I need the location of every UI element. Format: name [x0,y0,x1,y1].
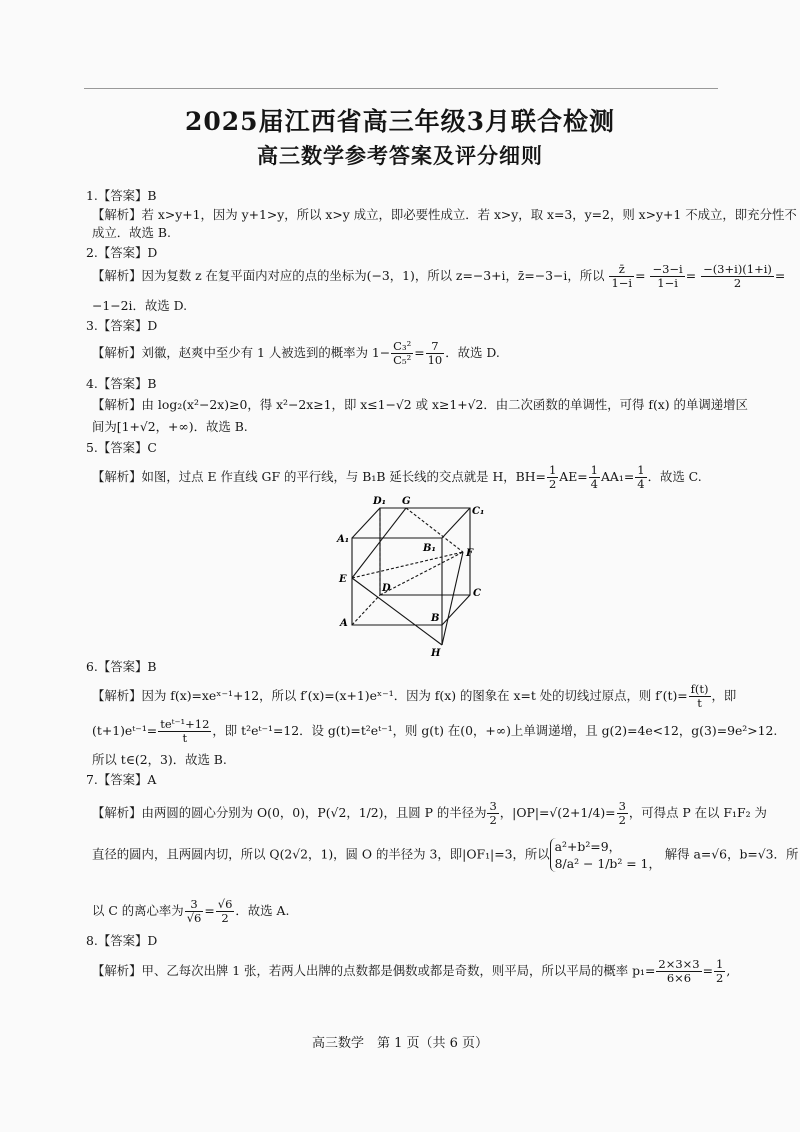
edge-b1-c1 [442,508,470,538]
line-h-f [442,552,463,645]
label-b1: B₁ [423,543,436,554]
q6-analysis-line3: 所以 t∈(2，3)．故选 B. [92,752,227,767]
q7-analysis-line3 [92,898,289,925]
q6-text-1a: 【解析】因为 f(x)=xeˣ⁻¹+12，所以 f′(x)=(x+1)eˣ⁻¹．因为 f(x) 的图象在 x=t 处的切线过原点，则 f′(t)= [92,688,688,703]
page-subtitle: 高三数学参考答案及评分细则 [257,143,543,168]
q7-text-2b: 解得 a=√6，b=√3．所 [664,846,799,862]
q7-fraction-2: $\frac{3}{2}$ [618,799,626,827]
q8-fraction-1: $\frac{2\times 3\times 3}{6\times 6}$ [658,957,700,985]
q7-text-3a: 以 C 的离心率为 [92,903,184,918]
q5-fraction-3: $\frac{1}{4}$ [637,463,645,491]
q7-text-2a: 直径的圆内，且两圆内切，所以 Q(2√2，1)，圆 O 的半径为 3，即|OF₁|=3，所以 [92,846,550,862]
q6-analysis-line2 [92,718,777,745]
line-e-h [352,578,442,645]
q5-text-mid1: AE= [559,469,588,484]
q8-analysis: 【解析】甲、乙每次出牌 1 张，若两人出牌的点数都是偶数或都是奇数，则平局，所以平局的概率 p₁= $\frac{2\times 3\times 3}{6\times 6}$ = $\frac{1}{2}$ , [92,957,731,985]
top-rule [84,88,718,89]
q4-analysis-line2: 间为[1+√2，+∞)．故选 B. [92,419,248,434]
q7-equation-2: 8/a² − 1/b² = 1， [554,856,661,871]
cube-figure [330,490,490,660]
q2-analysis-line2: −1−2i．故选 D. [92,298,188,313]
q7-analysis-line1 [92,800,767,827]
q4-answer: 4.【答案】B [86,376,157,391]
q7-fraction-3: $\frac{3}{√6}$ [186,897,202,925]
q7-text-1c: ，可得点 P 在以 F₁F₂ 为 [628,805,767,820]
q3-fraction-2: $\frac{7}{10}$ [427,339,443,367]
page-title: 2025届江西省高三年级3月联合检测 [185,107,615,136]
q3-fraction-1: $\frac{\text{C₃²}}{\text{C₅²}}$ [393,339,412,367]
q7-fraction-1: $\frac{3}{2}$ [489,799,497,827]
q3-analysis: 【解析】刘徽，赵爽中至少有 1 人被选到的概率为 1− $\frac{\text{C₃²}}{\text{C₅²}}$ = $\frac{7}{10}$ ．故选 D. [92,339,500,367]
line-d-f [380,552,463,595]
q7-fraction-4: $\frac{√6}{2}$ [217,897,233,925]
q5-analysis [92,464,702,491]
label-c1: C₁ [472,506,485,517]
q6-fraction-1: $\frac{f(t)}{t}$ [690,682,709,710]
q5-fraction-1: $\frac{1}{2}$ [548,463,557,491]
q4-analysis-line1: 【解析】由 log₂(x²−2x)≥0，得 x²−2x≥1，即 x≤1−√2 或 x≥1+√2．由二次函数的单调性，可得 f(x) 的单调递增区 [92,397,748,412]
label-f: F [466,548,474,559]
q5-text-a: 【解析】如图，过点 E 作直线 GF 的平行线，与 B₁B 延长线的交点就是 H，BH= [92,469,546,484]
q5-text-b: ．故选 C. [647,469,702,484]
q8-text-a: 【解析】甲、乙每次出牌 1 张，若两人出牌的点数都是偶数或都是奇数，则平局，所以平局的概率 p₁= [92,963,656,978]
q5-fraction-2: $\frac{1}{4}$ [590,463,598,491]
q2-text-a: 【解析】因为复数 z 在复平面内对应的点的坐标为(−3，1)，所以 z=−3+i，z̄=−3−i，所以 [92,268,605,283]
q6-text-1b: ，即 [711,688,737,703]
q2-fraction-2: $\frac{-3-i}{1-i}$ [652,262,683,290]
label-a: A [340,618,348,629]
q6-analysis-line1 [92,683,736,710]
q1-analysis-line2: 成立．故选 B. [92,225,171,240]
q5-answer: 5.【答案】C [86,440,157,455]
q7-analysis-line2 [92,838,798,872]
q2-analysis-line1: 【解析】因为复数 z 在复平面内对应的点的坐标为(−3，1)，所以 z=−3+i，z̄=−3−i，所以 $\frac{z̄}{1-i}$ = $\frac{-3-i}{1-i}$ = $\frac{-(3+i)(1+i)}{2}$ = [92,262,786,290]
q3-text-b: ．故选 D. [445,345,500,360]
q7-equation-1: a²+b²=9， [554,839,621,854]
label-g: G [402,496,411,507]
q5-text-mid2: AA₁= [600,469,635,484]
q7-answer: 7.【答案】A [86,772,157,787]
q7-text-1a: 【解析】由两圆的圆心分别为 O(0，0)，P(√2，1/2)，且圆 P 的半径为 [92,805,487,820]
edge-a1-d1 [352,508,380,538]
label-h: H [431,648,441,659]
q6-fraction-2: $\frac{\text{teᵗ⁻¹+12}}{t}$ [160,717,210,745]
q2-answer: 2.【答案】D [86,245,158,260]
label-e: E [339,574,347,585]
label-c: C [473,588,481,599]
q1-analysis-line1: 【解析】若 x>y+1，因为 y+1>y，所以 x>y 成立，即必要性成立．若 x>y，取 x=3，y=2，则 x>y+1 不成立，即充分性不 [92,207,797,222]
q8-fraction-2: $\frac{1}{2}$ [716,957,724,985]
q7-equation-system [550,838,661,872]
page-footer: 高三数学 第 1 页（共 6 页） [311,1036,489,1051]
label-d1: D₁ [373,496,387,507]
q2-fraction-3: $\frac{-(3+i)(1+i)}{2}$ [703,262,772,290]
q7-text-mid: = [204,903,215,918]
q7-text-3b: ．故选 A. [235,903,290,918]
q8-answer: 8.【答案】D [86,933,158,948]
edge-b-c [442,595,470,625]
q6-text-2a: (t+1)eᵗ⁻¹= [92,723,158,738]
q2-fraction-1: $\frac{z̄}{1-i}$ [611,262,633,290]
edge-a-d [352,595,380,625]
label-b: B [431,613,440,624]
q6-text-2b: ，即 t²eᵗ⁻¹=12．设 g(t)=t²eᵗ⁻¹，则 g(t) 在(0，+∞)上单调递增，且 g(2)=4e<12，g(3)=9e²>12. [212,723,778,738]
q3-answer: 3.【答案】D [86,318,158,333]
q3-text-a: 【解析】刘徽，赵爽中至少有 1 人被选到的概率为 1− [92,345,391,360]
q1-answer: 1.【答案】B [86,188,157,203]
q7-text-1b: ，|OP|=√(2+1/4)= [499,805,616,820]
q6-answer: 6.【答案】B [86,659,157,674]
label-a1: A₁ [337,534,350,545]
label-d: D [382,583,391,594]
